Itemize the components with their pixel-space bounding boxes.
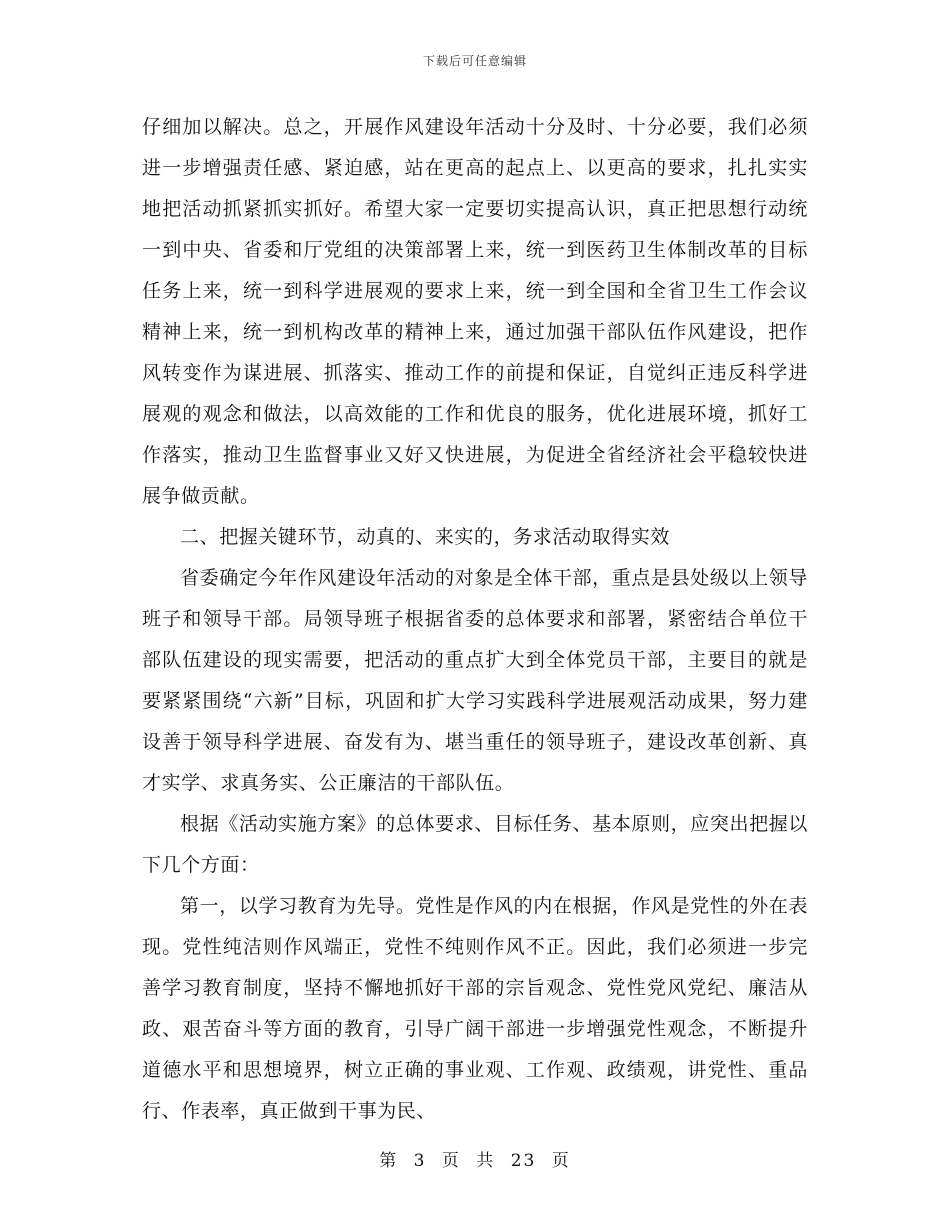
paragraph-4: 第一，以学习教育为先导。党性是作风的内在根据，作风是党性的外在表现。党性纯洁则作风端正，党性不纯则作风不正。因此，我们必须进一步完善学习教育制度，坚持不懈地抓好干部的宗旨观念、党性党风党纪、廉洁从政、艰苦奋斗等方面的教育，引导广阔干部进一步增强党性观念，不断提升道德水平和思想境界，树立正确的事业观、工作观、政绩观，讲党性、重品行、作表率，真正做到干事为民、 [142, 895, 808, 1122]
footer-middle: 页 [441, 1151, 461, 1171]
footer-conj: 共 [476, 1151, 496, 1171]
document-body [142, 107, 808, 1132]
footer-page-number: 3 [413, 1151, 427, 1171]
section-heading: 二、把握关键环节，动真的、来实的，务求活动取得实效 [180, 526, 671, 548]
paragraph-2: 省委确定今年作风建设年活动的对象是全体干部，重点是县处级以上领导班子和领导干部。局领导班子根据省委的总体要求和部署，紧密结合单位干部队伍建设的现实需要，把活动的重点扩大到全体党员干部，主要目的就是要紧紧围绕“六新”目标，巩固和扩大学习实践科学进展观活动成果，努力建设善于领导科学进展、奋发有为、堪当重任的领导班子，建设改革创新、真才实学、求真务实、公正廉洁的干部队伍。 [142, 567, 808, 794]
page-footer [0, 1146, 950, 1171]
page-header: 下载后可任意编辑 [422, 54, 527, 68]
paragraph-3: 根据《活动实施方案》的总体要求、目标任务、基本原则，应突出把握以下几个方面： [142, 813, 808, 876]
footer-total-pages: 23 [510, 1151, 537, 1171]
paragraph-1: 仔细加以解决。总之，开展作风建设年活动十分及时、十分必要，我们必须进一步增强责任感、紧迫感，站在更高的起点上、以更高的要求，扎扎实实地把活动抓紧抓实抓好。希望大家一定要切实提高认识，真正把思想行动统一到中央、省委和厅党组的决策部署上来，统一到医药卫生体制改革的目标任务上来，统一到科学进展观的要求上来，统一到全国和全省卫生工作会议精神上来，统一到机构改革的精神上来，通过加强干部队伍作风建设，把作风转变作为谋进展、抓落实、推动工作的前提和保证，自觉纠正违反科学进展观的观念和做法，以高效能的工作和优良的服务，优化进展环境，抓好工作落实，推动卫生监督事业又好又快进展，为促进全省经济社会平稳较快进展争做贡献。 [142, 116, 808, 507]
footer-suffix: 页 [551, 1151, 571, 1171]
footer-prefix: 第 [379, 1151, 399, 1171]
